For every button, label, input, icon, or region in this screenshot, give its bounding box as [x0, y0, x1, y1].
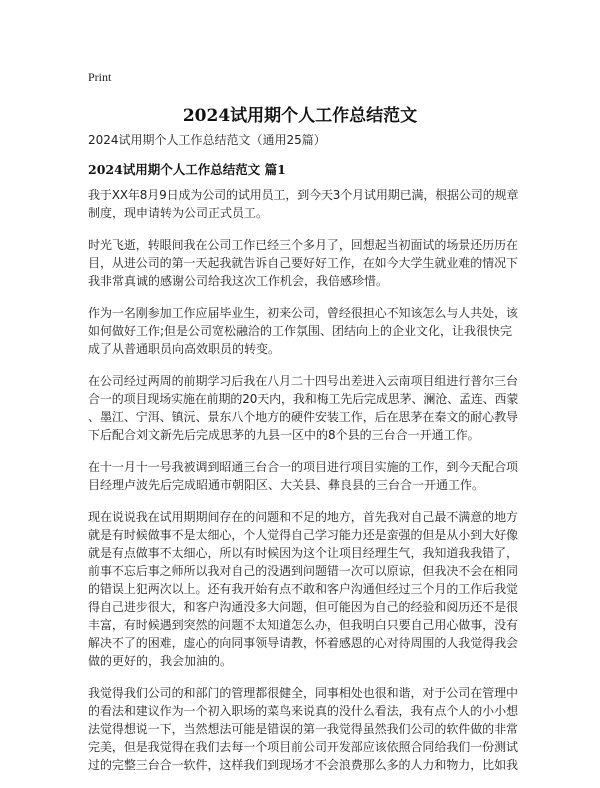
document-subtitle: 2024试用期个人工作总结范文（通用25篇）: [88, 133, 326, 147]
paragraph-line: 合一的项目现场实施在前期的20天内，我和梅工先后完成思茅、澜沧、孟连、西蒙: [88, 392, 519, 406]
paragraph-line: 丰富，有时候遇到突然的问题不太知道怎么办，但我明白只要自己用心做事，没有: [88, 618, 518, 632]
paragraph-line: 完美，但是我觉得在我们去每一个项目前公司开发部应该依照合同给我们一份测试: [88, 740, 518, 754]
paragraph-line: 制度，现申请转为公司正式员工。: [88, 206, 269, 220]
paragraph-line: 下后配合刘文新先后完成思茅的九县一区中的8个县的三台合一开通工作。: [88, 428, 480, 442]
document-body: [88, 186, 519, 788]
paragraph-line: 如何做好工作;但是公司宽松融洽的工作氛围、团结向上的企业文化，让我很快完: [88, 324, 513, 338]
paragraph-line: 成了从普通职员向高效职员的转变。: [88, 342, 281, 356]
paragraph: [88, 372, 519, 444]
paragraph-line: 目，从进公司的第一天起我就告诉自己要好好工作，在如今大学生就业难的情况下: [88, 256, 518, 270]
paragraph: [88, 236, 516, 290]
paragraph-line: 、墨江、宁洱、镇沅、景东八个地方的硬件安装工作，后在思茅在秦文的耐心教导: [88, 410, 518, 424]
paragraph-line: 解决不了的困难，虚心的向同事领导请教，怀着感恩的心对待周围的人我觉得我会: [88, 636, 518, 650]
paragraph: [88, 508, 516, 670]
paragraph: [88, 458, 516, 494]
paragraph-line: 前事不忘后事之师所以我对自己的没遇到问题错一次可以原谅，但我决不会在相同: [88, 564, 518, 578]
paragraph-line: 做的更好的，我会加油的。: [88, 654, 233, 668]
paragraph-line: 的错误上犯两次以上。还有我开始有点不敢和客户沟通但经过三个月的工作后我觉: [88, 582, 518, 596]
paragraph-line: 时光飞逝，转眼间我在公司工作已经三个多月了，回想起当初面试的场景还历历在: [88, 238, 518, 252]
paragraph-line: 过的完整三台合一软件，这样我们到现场才不会浪费那么多的人力和物力，比如我: [88, 758, 518, 772]
paragraph: [88, 684, 516, 774]
paragraph-line: 现在说说我在试用期期间存在的问题和不足的地方，首先我对自己最不满意的地方: [88, 510, 518, 524]
paragraph: [88, 186, 519, 222]
section-heading: 2024试用期个人工作总结范文 篇1: [88, 162, 286, 177]
paragraph-line: 得自己进步很大，和客户沟通没多大问题，但可能因为自己的经验和阅历还不是很: [88, 600, 518, 614]
print-link[interactable]: Print: [88, 70, 112, 84]
paragraph-line: 我于XX年8月9日成为公司的试用员工，到今天3个月试用期已满，根据公司的规章: [88, 188, 519, 202]
paragraph-line: 目经理卢波先后完成昭通市朝阳区、大关县、彝良县的三台合一开通工作。: [88, 478, 485, 492]
paragraph-line: 我非常真诚的感谢公司给我这次工作机会，我倍感珍惜。: [88, 274, 389, 288]
paragraph-line: 在公司经过两周的前期学习后我在八月二十四号出差进入云南项目组进行普尔三台: [88, 374, 518, 388]
paragraph-line: 的看法和建议作为一个初入职场的菜鸟来说真的没什么看法，我有点个人的小小想: [88, 704, 518, 718]
paragraph-line: 法觉得想说一下，当然想法可能是错误的第一我觉得虽然我们公司的软件做的非常: [88, 722, 518, 736]
paragraph-line: 就是有时候做事不是太细心，个人觉得自己学习能力还是蛮强的但是从小到大好像: [88, 528, 518, 542]
paragraph-line: 就是有点做事不太细心，所以有时候因为这个让项目经理生气，我知道我我错了，: [88, 546, 518, 560]
paragraph-line: 在十一月十一号我被调到昭通三台合一的项目进行项目实施的工作，到今天配合项: [88, 460, 518, 474]
paragraph-line: 我觉得我们公司的和部门的管理都很健全，同事相处也很和谐，对于公司在管理中: [88, 686, 518, 700]
paragraph-line: 作为一名刚参加工作应届毕业生，初来公司，曾经很担心不知该怎么与人共处，该: [88, 306, 518, 320]
document-title: 2024试用期个人工作总结范文: [182, 106, 418, 126]
paragraph: [88, 304, 516, 358]
